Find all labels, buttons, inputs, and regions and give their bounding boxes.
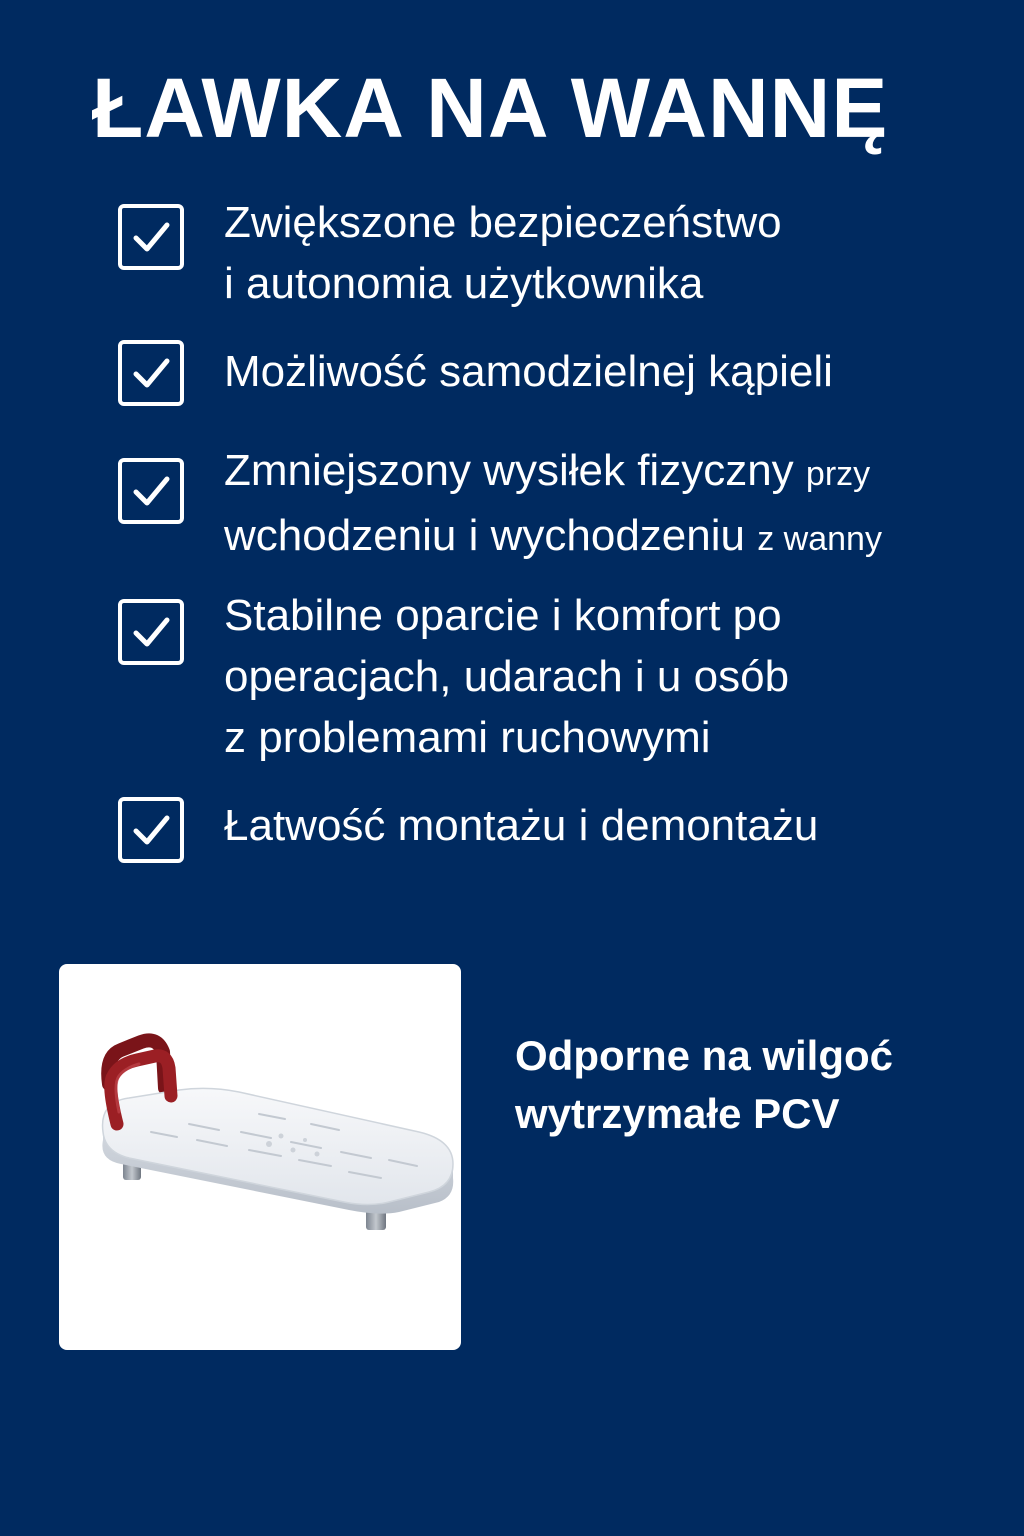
- product-image-card: [59, 964, 461, 1350]
- feature-line-small: z wanny: [757, 520, 882, 558]
- material-description: [515, 1027, 893, 1143]
- feature-text: [224, 585, 789, 768]
- feature-line: Możliwość samodzielnej kąpieli: [224, 347, 833, 396]
- checkbox-checked-icon: [118, 797, 184, 863]
- feature-line-main: Zmniejszony wysiłek fizyczny: [224, 446, 794, 495]
- feature-item-effort: [118, 440, 998, 570]
- feature-text: [224, 440, 882, 570]
- feature-text: [224, 192, 782, 314]
- page-title: ŁAWKA NA WANNĘ: [92, 61, 889, 155]
- feature-item-stability: [118, 585, 998, 775]
- feature-line: [224, 440, 882, 505]
- checkbox-checked-icon: [118, 458, 184, 524]
- feature-line-small: przy: [805, 455, 871, 493]
- feature-text: [224, 795, 818, 856]
- feature-line-main: wchodzeniu i wychodzeniu: [224, 511, 745, 560]
- feature-line: z problemami ruchowymi: [224, 713, 711, 762]
- feature-line: Stabilne oparcie i komfort po: [224, 591, 782, 640]
- feature-item-safety: [118, 196, 998, 326]
- feature-text: [224, 341, 833, 402]
- bath-bench-image: [59, 964, 461, 1350]
- feature-line: operacjach, udarach i u osób: [224, 652, 790, 701]
- material-line: wytrzymałe PCV: [515, 1090, 840, 1137]
- material-line: Odporne na wilgoć: [515, 1032, 894, 1079]
- feature-line: Łatwość montażu i demontażu: [224, 801, 819, 850]
- checkbox-checked-icon: [118, 599, 184, 665]
- feature-line: i autonomia użytkownika: [224, 259, 704, 308]
- feature-line: Zwiększone bezpieczeństwo: [224, 198, 782, 247]
- feature-item-assembly: [118, 797, 998, 877]
- feature-line: [224, 505, 882, 570]
- checkbox-checked-icon: [118, 340, 184, 406]
- feature-item-bathing: [118, 340, 998, 420]
- checkbox-checked-icon: [118, 204, 184, 270]
